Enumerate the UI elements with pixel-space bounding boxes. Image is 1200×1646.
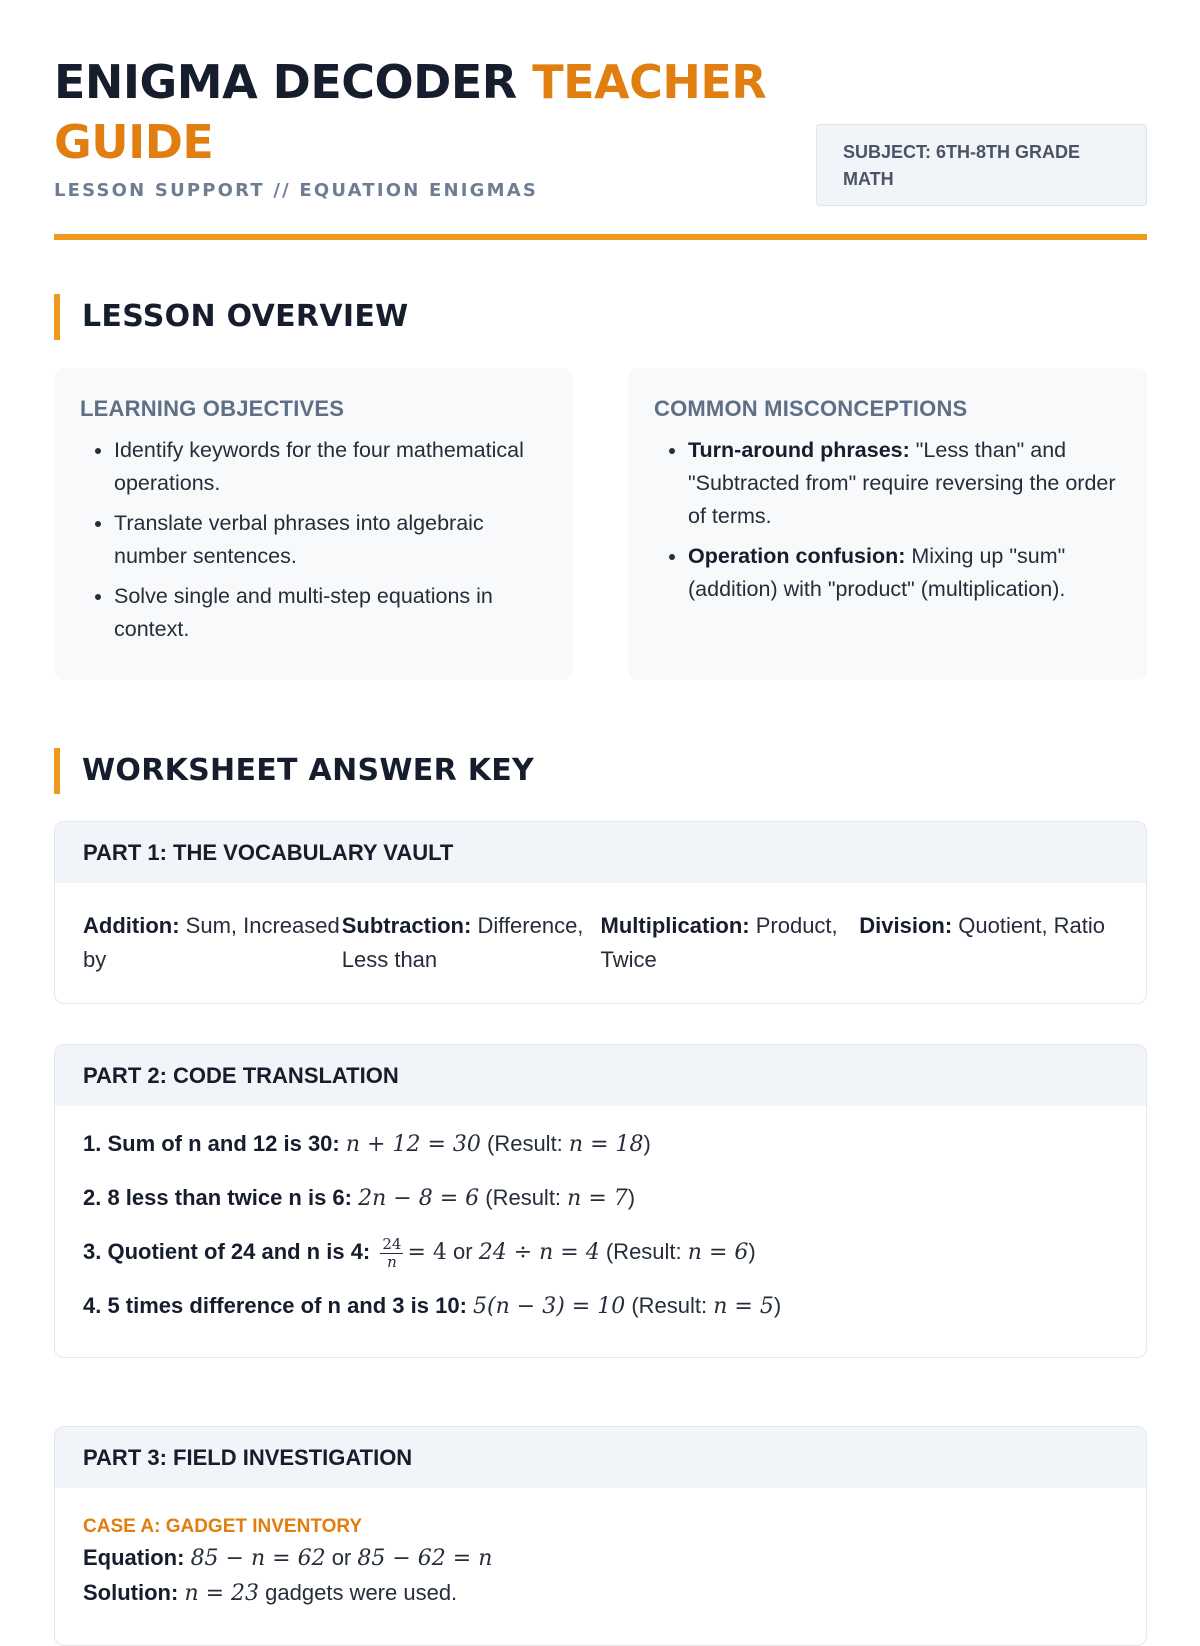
fraction-denominator: n [387,1252,397,1271]
title-accent: TEACHER GUIDE [54,55,767,169]
header-divider [54,234,1147,240]
translation-label: 4. 5 times difference of n and 3 is 10: [83,1293,467,1318]
result-prefix: (Result: [485,1185,562,1210]
part1-title: PART 1: THE VOCABULARY VAULT [55,822,1146,883]
fraction [380,1234,403,1271]
misconception-text: "Less than" and "Subtracted from" require reversing the order of terms. [688,438,1116,528]
translation-label: 2. 8 less than twice n is 6: [83,1185,352,1210]
misconception-text: Mixing up "sum" (addition) with "product" (multiplication). [688,544,1066,601]
translation-row [83,1128,1118,1160]
vocab-words: Difference, Less than [341,913,584,972]
solution-label: Solution: [83,1580,179,1605]
list-item [688,540,1121,606]
translation-equation: = 4 [407,1240,447,1265]
misconceptions-card [628,368,1147,680]
vocab-words: Sum, Increased by [83,913,340,972]
misconception-term: Operation confusion: [688,544,906,568]
vocab-term: Subtraction: [341,913,472,938]
code-translation-list [55,1106,1146,1322]
or-word: or [453,1239,473,1264]
translation-result: n = 7 [567,1186,628,1211]
part1-panel [54,821,1147,1004]
translation-equation: 5(n − 3) = 10 [473,1294,626,1319]
case-alt-equation: 85 − 62 = n [357,1546,493,1571]
part3-title: PART 3: FIELD INVESTIGATION [55,1427,1146,1488]
page-subtitle: LESSON SUPPORT // EQUATION ENIGMAS [54,180,539,201]
section-heading-overview: LESSON OVERVIEW [54,294,409,340]
part2-title: PART 2: CODE TRANSLATION [55,1045,1146,1106]
case-a-equation [83,1542,1118,1575]
title-main: ENIGMA DECODER [54,55,517,109]
list-item [688,434,1121,533]
vocab-entry-multiplication [601,909,860,977]
translation-label: 1. Sum of n and 12 is 30: [83,1131,340,1156]
objectives-title: LEARNING OBJECTIVES [80,396,345,421]
result-prefix: (Result: [631,1293,708,1318]
misconceptions-list [654,434,1121,606]
translation-result: n = 6 [687,1240,749,1265]
list-item: • Solve single and multi-step equations in context. [114,580,547,646]
vocabulary-grid [55,883,1146,977]
translation-equation: 2n − 8 = 6 [358,1186,480,1211]
list-item: • Identify keywords for the four mathematical operations. [114,434,547,500]
translation-equation: n + 12 = 30 [345,1132,481,1157]
result-suffix: ) [748,1239,756,1264]
case-a-label: CASE A: GADGET INVENTORY [83,1516,363,1537]
case-equation: 85 − n = 62 [190,1546,326,1571]
vocab-words: Product, Twice [600,913,838,972]
objectives-list [80,434,547,646]
translation-row [83,1182,1118,1214]
translation-label: 3. Quotient of 24 and n is 4: [83,1239,371,1264]
case-a-solution [83,1577,1118,1610]
equation-label: Equation: [83,1545,185,1570]
translation-row [83,1290,1118,1322]
list-item: • Translate verbal phrases into algebraic number sentences. [114,507,547,573]
solution-text: gadgets were used. [265,1580,458,1605]
vocab-entry-subtraction [342,909,601,977]
result-suffix: ) [643,1131,651,1156]
vocab-entry-addition [83,909,342,977]
result-suffix: ) [627,1185,636,1210]
page-title [54,52,814,172]
misconception-term: Turn-around phrases: [688,438,910,462]
result-prefix: (Result: [605,1239,682,1264]
translation-result: n = 18 [568,1132,644,1157]
or-word: or [331,1545,352,1570]
section-heading-answer-key: WORKSHEET ANSWER KEY [54,748,534,794]
vocab-term: Multiplication: [600,913,750,938]
result-prefix: (Result: [487,1131,563,1156]
subject-badge: SUBJECT: 6TH-8TH GRADE MATH [816,124,1147,206]
translation-alt-equation: 24 ÷ n = 4 [478,1240,600,1265]
vocab-words: Quotient, Ratio [958,913,1106,938]
objectives-card [54,368,573,680]
result-suffix: ) [773,1293,782,1318]
vocab-term: Division: [859,913,953,938]
vocab-term: Addition: [83,913,180,938]
part3-panel [54,1426,1147,1646]
fraction-numerator: 24 [382,1234,402,1253]
translation-row [83,1234,1118,1271]
solution-math: n = 23 [184,1581,260,1606]
misconceptions-title: COMMON MISCONCEPTIONS [654,396,968,421]
part2-panel [54,1044,1147,1358]
vocab-entry-division [859,909,1118,977]
translation-result: n = 5 [713,1294,774,1319]
